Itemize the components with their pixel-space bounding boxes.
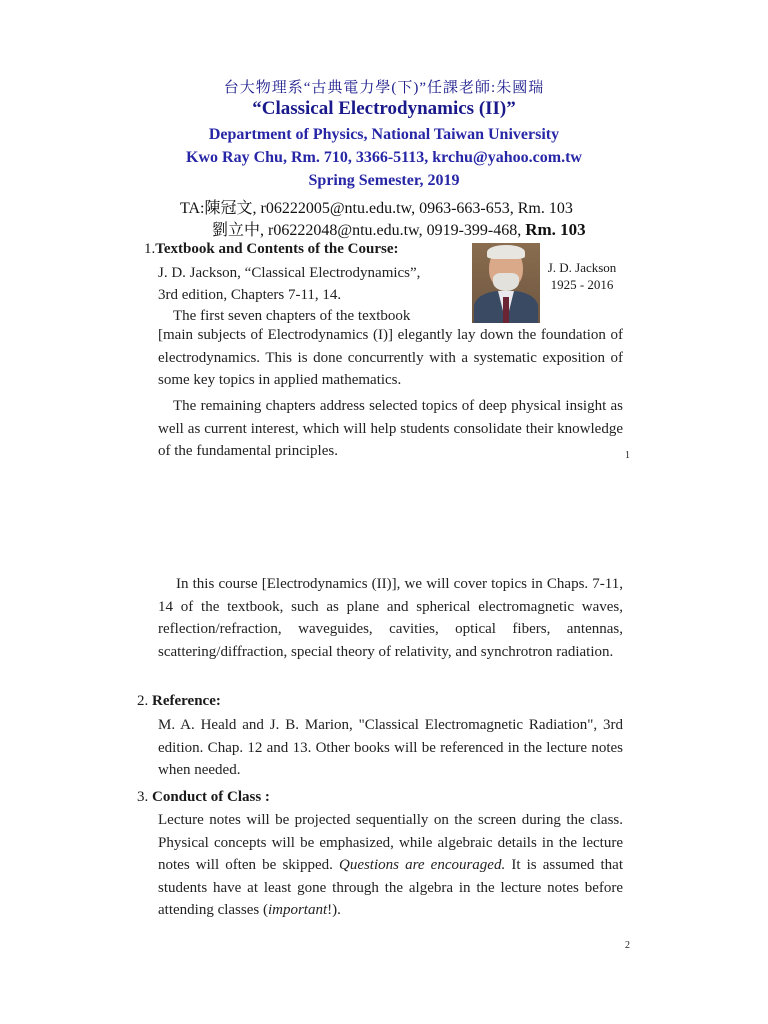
chinese-course-title: 台大物理系“古典電力學(下)”任課老師:朱國瑞 [223,80,545,96]
conduct-text-b: It is assumed that students have at least gone through the algebra in the lecture notes before attending classes ( [158,857,624,918]
paragraph-1-first-line: The first seven chapters of the textbook [173,308,411,324]
ta-line-1: TA:陳冠文, r06222005@ntu.edu.tw, 0963-663-653, Rm. 103 [180,200,573,217]
section-3-heading [137,789,270,806]
section-3-number: 3. [137,789,149,805]
section-1-heading [144,241,398,258]
conduct-text-important: important [267,902,328,918]
conduct-text-end: !). [327,902,341,918]
textbook-line-1: J. D. Jackson, “Classical Electrodynamics”, [158,265,421,281]
section-3-title: Conduct of Class : [152,789,270,805]
semester: Spring Semester, 2019 [308,172,460,189]
page-number-1: 1 [625,450,630,461]
section-1-number: 1. [144,241,156,257]
section-2-number: 2. [137,693,149,709]
jackson-portrait-image [472,243,540,323]
paragraph-1: [main subjects of Electrodynamics (I)] elegantly lay down the foundation of electrodynamics. This is done concurrently with a systematic exposition of some key topics in applied mathematics. [158,327,623,388]
ta-line-2-text: 劉立中, r06222048@ntu.edu.tw, 0919-399-468, [212,222,526,239]
course-title: “Classical Electrodynamics (II)” [252,98,516,119]
photo-caption-years: 1925 - 2016 [550,277,614,292]
reference-text: M. A. Heald and J. B. Marion, "Classical Electromagnetic Radiation", 3rd edition. Chap. 12 and 13. Other books will be referenced in the lecture notes when needed. [158,717,623,778]
department: Department of Physics, National Taiwan University [208,126,560,143]
page-number-2: 2 [625,940,630,951]
photo-caption [540,259,624,293]
photo-caption-name: J. D. Jackson [547,260,617,275]
paragraph-2: The remaining chapters address selected topics of deep physical insight as well as current interest, which will help students consolidate their knowledge of the fundamental principles. [158,398,623,459]
course-topics-paragraph: In this course [Electrodynamics (II)], we will cover topics in Chaps. 7-11, 14 of the textbook, such as plane and spherical electromagnetic waves, reflection/refraction, waveguides, cavities, optical fibers, antennas, scattering/diffraction, special theory of relativity, and synchrotron radiation. [158,576,623,660]
section-1-title: Textbook and Contents of the Course: [155,241,399,257]
conduct-text [158,809,623,922]
section-2-heading [137,693,221,710]
conduct-text-a: Lecture notes will be projected sequentially on the screen during the class. Physical concepts will be emphasized, while algebraic details in the lecture notes will often be skipped. [158,812,623,873]
instructor-info: Kwo Ray Chu, Rm. 710, 3366-5113, krchu@yahoo.com.tw [186,149,582,166]
ta-line-2-room: Rm. 103 [525,220,586,239]
conduct-text-italic: Questions are encouraged. [338,857,506,873]
textbook-line-2: 3rd edition, Chapters 7-11, 14. [158,287,342,303]
section-2-title: Reference: [152,693,221,709]
ta-line-2 [212,217,586,240]
